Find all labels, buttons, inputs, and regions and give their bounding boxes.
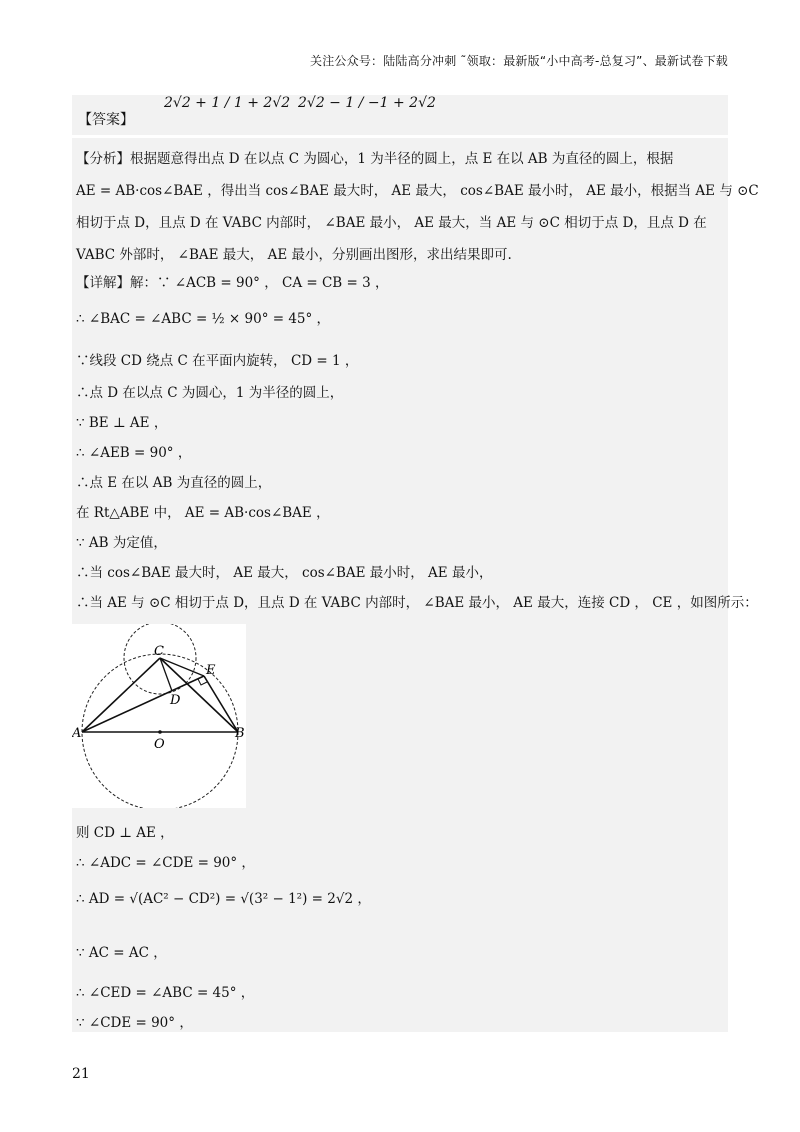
answer-value-1: 2√2 + 1 / 1 + 2√2 (164, 95, 291, 111)
solution-content (72, 138, 759, 1032)
answer-section (72, 95, 728, 135)
text-line: ∴ AD = √(AC² − CD²) = √(3² − 1²) = 2√2 ， (76, 891, 371, 907)
text-line: ∵ AC = AC ， (76, 945, 167, 961)
label-o: O (154, 737, 165, 752)
page-header (0, 52, 800, 74)
geometry-diagram (72, 624, 246, 808)
text-line: ∴点 D 在以点 C 为圆心，1 为半径的圆上， (76, 385, 344, 401)
answer-value-2: 2√2 − 1 / −1 + 2√2 (298, 95, 436, 111)
geometry-figure (72, 624, 246, 808)
text-line: ∴ ∠CED = ∠ABC = 45° ， (76, 985, 255, 1001)
text-line: 则 CD ⊥ AE ， (76, 825, 174, 841)
answer-label: 【答案】 (78, 112, 134, 128)
text-line: ∵线段 CD 绕点 C 在平面内旋转， CD = 1 ， (76, 353, 359, 369)
text-line: ∵ ∠CDE = 90° ， (76, 1015, 193, 1031)
text-line: ∴当 AE 与 ⊙C 相切于点 D，且点 D 在 VABC 内部时， ∠BAE 最小， AE 最大，连接 CD ， CE ，如图所示： (76, 595, 758, 611)
text-line: ∴当 cos∠BAE 最大时， AE 最大， cos∠BAE 最小时， AE 最小， (76, 565, 493, 581)
text-line: ∵ AB 为定值， (76, 535, 167, 551)
point-o (158, 730, 162, 734)
header-text: 关注公众号：陆陆高分冲刺 ˜领取：最新版“小中高考-总复习”、最新试卷下载 (310, 54, 728, 68)
page-number: 21 (72, 1066, 90, 1082)
text-line: 【详解】解：∵ ∠ACB = 90° ， CA = CB = 3 ， (76, 275, 389, 291)
text-line: 相切于点 D，且点 D 在 VABC 内部时， ∠BAE 最小， AE 最大，当 AE 与 ⊙C 相切于点 D，且点 D 在 (76, 215, 707, 231)
text-line: VABC 外部时， ∠BAE 最大， AE 最小，分别画出图形，求出结果即可. (76, 247, 512, 263)
segment-ce (160, 658, 204, 676)
text-line: 在 Rt△ABE 中， AE = AB·cos∠BAE ， (76, 505, 330, 521)
label-a: A (72, 726, 82, 741)
text-line: ∴ ∠ADC = ∠CDE = 90° ， (76, 855, 255, 871)
text-line: ∴ ∠BAC = ∠ABC = ½ × 90° = 45° ， (76, 311, 331, 327)
label-d: D (170, 693, 181, 708)
segment-ae (82, 676, 204, 732)
text-line: ∴点 E 在以 AB 为直径的圆上， (76, 475, 272, 491)
label-e: E (206, 663, 216, 678)
label-b: B (235, 726, 245, 741)
text-line: 【分析】根据题意得出点 D 在以点 C 为圆心，1 为半径的圆上，点 E 在以 AB 为直径的圆上，根据 (76, 151, 674, 167)
segment-ac (82, 658, 160, 732)
text-line: AE = AB·cos∠BAE ，得出当 cos∠BAE 最大时， AE 最大， cos∠BAE 最小时， AE 最小，根据当 AE 与 ⊙C (76, 183, 759, 199)
label-c: C (154, 644, 164, 659)
text-line: ∴ ∠AEB = 90° ， (76, 445, 192, 461)
text-line: ∵ BE ⊥ AE ， (76, 415, 168, 431)
